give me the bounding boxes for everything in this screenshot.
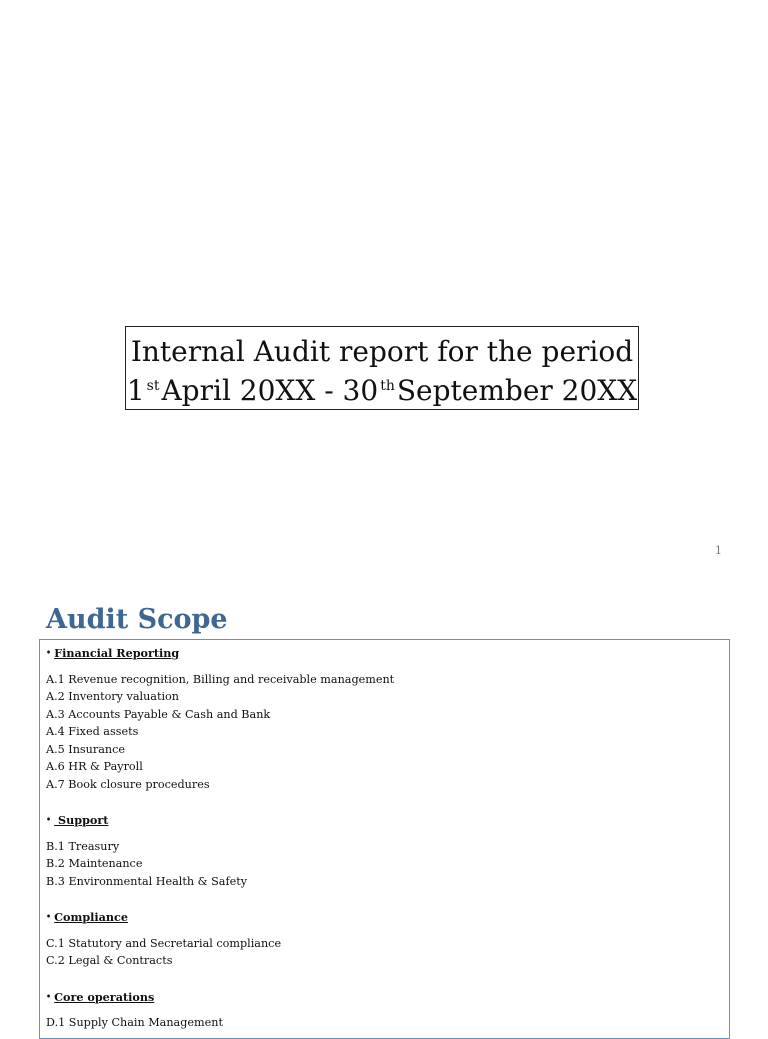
list-item: B.1 Treasury <box>46 839 120 853</box>
list-item: A.5 Insurance <box>46 742 125 756</box>
ordinal-suffix-th: th <box>380 378 395 394</box>
bullet-icon: • <box>46 814 52 824</box>
report-title-line1: Internal Audit report for the period <box>130 335 634 368</box>
period-end: September 20XX <box>396 374 638 407</box>
section-title: Core operations <box>54 989 155 1004</box>
section-title: Financial Reporting <box>54 646 180 660</box>
audit-scope-box <box>39 639 730 1039</box>
bullet-icon: • <box>46 911 52 921</box>
list-item: A.4 Fixed assets <box>46 725 139 738</box>
report-title-box <box>125 326 639 410</box>
section-compliance <box>46 908 729 970</box>
bullet-icon: • <box>46 647 52 657</box>
section-support <box>46 811 729 890</box>
list-item: D.1 Supply Chain Management <box>46 1016 223 1029</box>
list-item: C.1 Statutory and Secretarial compliance <box>46 936 282 950</box>
section-title: Support <box>58 813 109 827</box>
list-item: A.1 Revenue recognition, Billing and receivable management <box>46 672 395 686</box>
list-item: B.2 Maintenance <box>46 857 143 870</box>
audit-scope-heading: Audit Scope <box>46 604 228 635</box>
list-item: A.7 Book closure procedures <box>46 777 210 791</box>
bullet-icon: • <box>46 990 52 1001</box>
list-item: A.2 Inventory valuation <box>46 690 179 703</box>
section-financial-reporting <box>46 644 729 793</box>
report-title-line2 <box>126 369 638 408</box>
list-item: A.3 Accounts Payable & Cash and Bank <box>46 707 271 721</box>
ordinal-suffix-st: st <box>146 378 160 394</box>
page-number: 1 <box>715 544 722 557</box>
section-title: Compliance <box>54 910 128 924</box>
period-text: April 20XX - 30 <box>161 374 379 407</box>
list-item: C.2 Legal & Contracts <box>46 954 173 967</box>
section-core-operations <box>46 988 729 1032</box>
list-item: A.6 HR & Payroll <box>46 760 143 773</box>
period-start-day: 1 <box>126 374 145 407</box>
list-item: B.3 Environmental Health & Safety <box>46 874 248 888</box>
